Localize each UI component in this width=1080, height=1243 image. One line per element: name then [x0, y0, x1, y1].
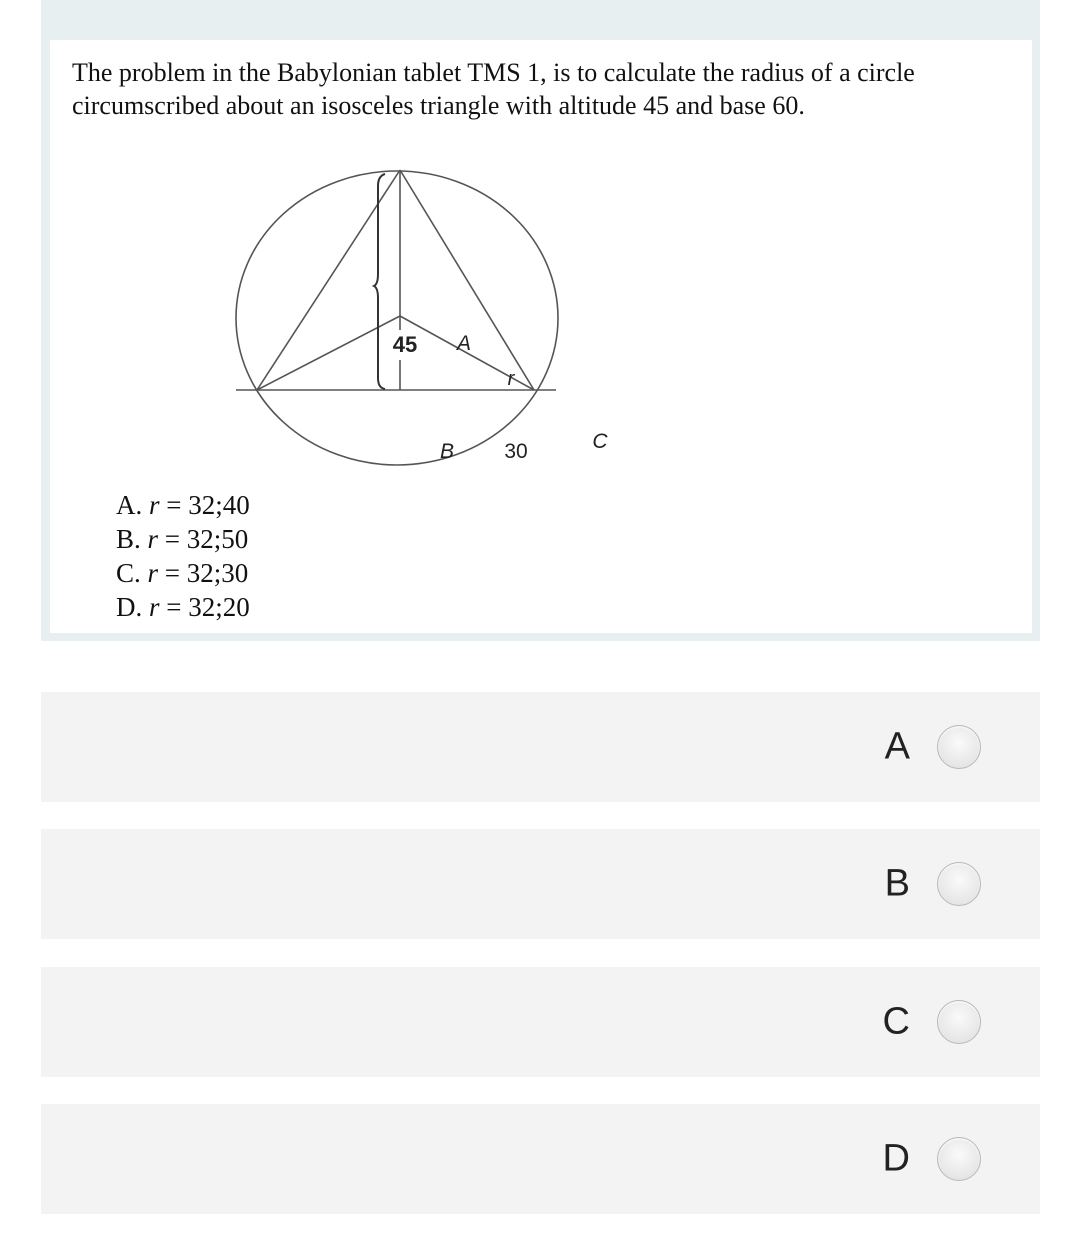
- option-row-b[interactable]: [41, 829, 1040, 939]
- option-row-a[interactable]: [41, 692, 1040, 802]
- option-row-c[interactable]: [41, 967, 1040, 1077]
- point-a-label: A: [456, 332, 472, 355]
- radio-button-c[interactable]: [937, 1000, 981, 1044]
- triangle-right-side: [400, 170, 534, 390]
- question-card: [50, 40, 1032, 633]
- half-base-label: 30: [504, 440, 528, 463]
- option-label-a: A: [884, 725, 910, 768]
- radio-button-b[interactable]: [937, 862, 981, 906]
- option-row-d[interactable]: [41, 1104, 1040, 1214]
- choice-item: A. r = 32;40: [116, 490, 250, 520]
- problem-text: The problem in the Babylonian tablet TMS 1, is to calculate the radius of a circle circumscribed about an isosceles triangle with altitude 45 and base 60.: [72, 58, 915, 120]
- radio-button-d[interactable]: [937, 1137, 981, 1181]
- circumscribed-triangle-diagram: [225, 160, 608, 475]
- radius-label: r: [507, 368, 515, 390]
- radio-button-a[interactable]: [937, 725, 981, 769]
- choice-item: D. r = 32;20: [116, 592, 250, 622]
- answer-choices-list: [116, 488, 250, 624]
- point-c-label: C: [592, 430, 608, 453]
- point-b-label: B: [439, 440, 455, 463]
- option-label-d: D: [882, 1137, 910, 1180]
- choice-item: C. r = 32;30: [116, 558, 249, 588]
- option-label-b: B: [884, 862, 910, 905]
- altitude-label-text: 45: [392, 332, 418, 357]
- option-label-c: C: [882, 1000, 910, 1043]
- choice-item: B. r = 32;50: [116, 524, 249, 554]
